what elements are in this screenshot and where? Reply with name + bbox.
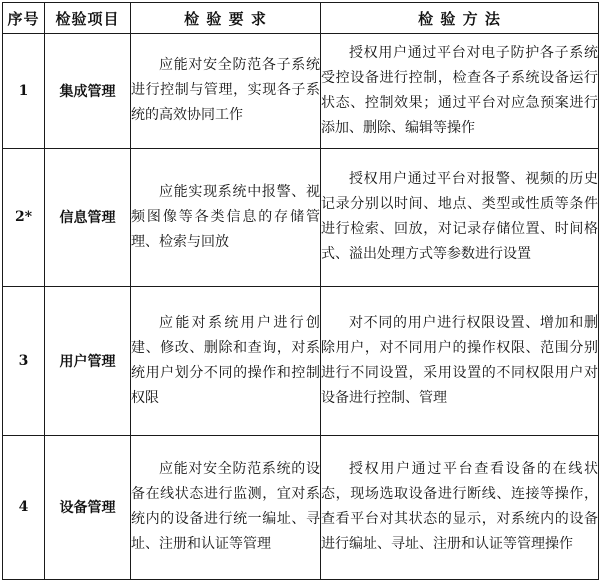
row-item: 集成管理 [45,34,131,149]
inspection-table [2,2,599,580]
table-row [3,148,599,286]
header-inspection-method: 检 验 方 法 [321,3,599,34]
row-item: 用户管理 [45,286,131,435]
row-number: 4 [3,435,45,579]
row-number: 2* [3,148,45,286]
row-number: 1 [3,34,45,149]
row-method: 授权用户通过平台对电子防护各子系统受控设备进行控制，检查各子系统设备运行状态、控制效果；通过平台对应急预案进行添加、删除、编辑等操作 [321,34,599,149]
header-serial-number: 序号 [3,3,45,34]
header-inspection-item: 检验项目 [45,3,131,34]
row-item: 信息管理 [45,148,131,286]
row-requirement: 应能对安全防范系统的设备在线状态进行监测，宜对系统内的设备进行统一编址、寻址、注册和认证等管理 [131,435,321,579]
table-row [3,435,599,579]
row-requirement: 应能对安全防范各子系统进行控制与管理，实现各子系统的高效协同工作 [131,34,321,149]
row-method: 对不同的用户进行权限设置、增加和删除用户，对不同用户的操作权限、范围分别进行不同设置，采用设置的不同权限用户对设备进行控制、管理 [321,286,599,435]
header-inspection-requirement: 检 验 要 求 [131,3,321,34]
row-item: 设备管理 [45,435,131,579]
table-header-row [3,3,599,34]
table-row [3,34,599,149]
row-requirement: 应能实现系统中报警、视频图像等各类信息的存储管理、检索与回放 [131,148,321,286]
row-method: 授权用户通过平台查看设备的在线状态，现场选取设备进行断线、连接等操作，查看平台对其状态的显示，对系统内的设备进行编址、寻址、注册和认证等管理操作 [321,435,599,579]
row-number: 3 [3,286,45,435]
table-row [3,286,599,435]
row-method: 授权用户通过平台对报警、视频的历史记录分别以时间、地点、类型或性质等条件进行检索、回放，对记录存储位置、时间格式、溢出处理方式等参数进行设置 [321,148,599,286]
row-requirement: 应能对系统用户进行创建、修改、删除和查询，对系统用户划分不同的操作和控制权限 [131,286,321,435]
